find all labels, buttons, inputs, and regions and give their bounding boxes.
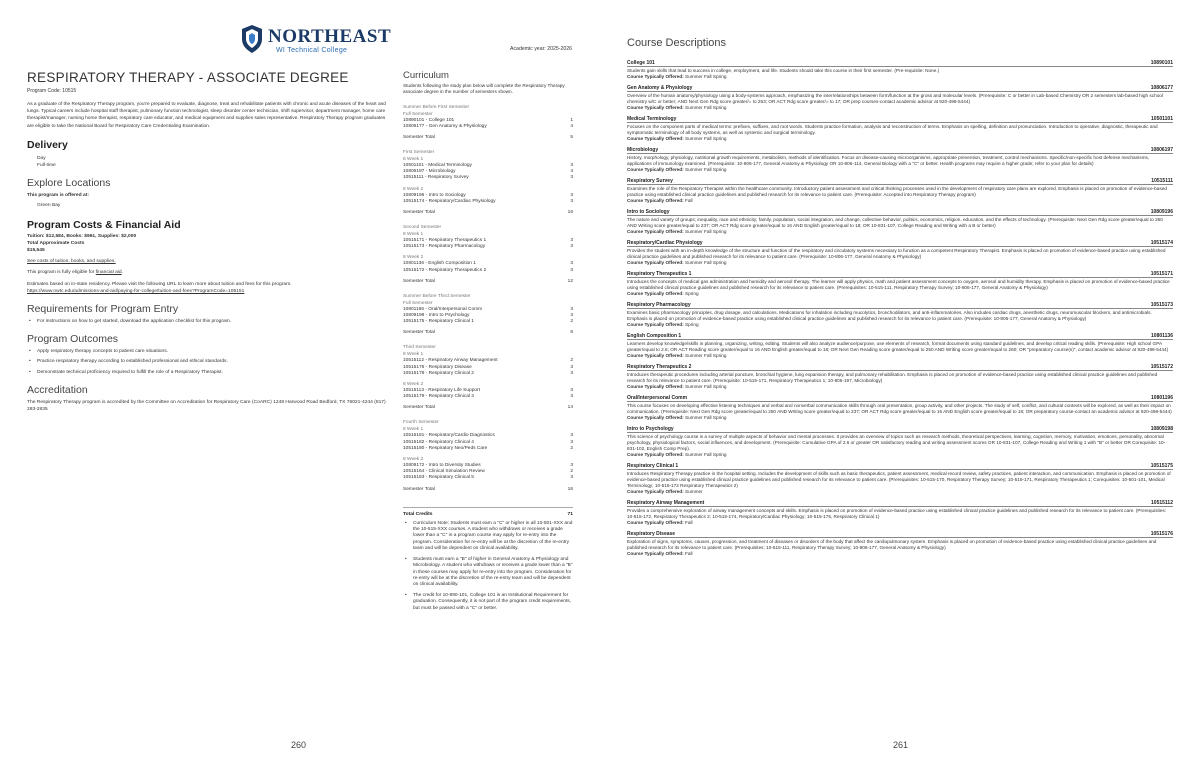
course-code: 10801196 xyxy=(1151,395,1173,402)
financial-aid-line xyxy=(27,269,387,276)
course-credits: 3 xyxy=(570,463,573,469)
requirements-heading: Requirements for Program Entry xyxy=(27,303,179,316)
semester-block xyxy=(403,294,573,337)
course-offered-label: Course Typically Offered: xyxy=(627,383,684,389)
semester-total xyxy=(403,330,573,336)
course-name: 10809196 - Intro to Sociology xyxy=(403,192,466,198)
course-row xyxy=(403,124,573,130)
course-offered-label: Course Typically Offered: xyxy=(627,519,684,525)
semester-total-label: Semester Total xyxy=(403,278,435,284)
semester-part: 8 Week 1 xyxy=(403,352,424,358)
course-offered-label: Course Typically Offered: xyxy=(627,197,684,203)
curriculum-note: • The credit for 10-890-101, College 101 is an Institutional Requirement for graduation. Consequently, it is not part of the program credit requirements, but must be passed with a "C" or better. xyxy=(403,593,573,612)
course-offered-label: Course Typically Offered: xyxy=(627,290,684,296)
outcome-item: • Demonstrate technical proficiency required to fulfill the role of a Respiratory Therapist. xyxy=(27,369,387,376)
course-row xyxy=(403,268,573,274)
total-credits-label: Total Credits xyxy=(403,511,433,517)
course-header xyxy=(627,333,1173,340)
course-offered-terms: Spring xyxy=(685,321,699,327)
course-offered-terms: Summer Fall Spring xyxy=(685,228,727,234)
course-code: 10501101 xyxy=(1151,116,1173,123)
course-offered-terms: Summer Fall Spring xyxy=(685,352,727,358)
semester-part: 8 Week 1 xyxy=(403,232,424,238)
course-offered-terms: Summer Fall Spring xyxy=(685,414,727,420)
semester-total-value: 16 xyxy=(567,486,573,492)
course-offered xyxy=(627,105,1173,111)
course-description: Introduces therapeutic procedures including arterial puncture, bronchial hygiene, lung expansion therapy, and pulmonary rehabilitation. Emphasis is placed on promotion of evidence-based practice using established clinical practice guidelines and published research for its relevance to patient care. (Prerequisite: 10-515-171, Respiratory Therapeutics 1; 10-806-197, Microbiology) xyxy=(627,371,1158,383)
course-code: 10515174 xyxy=(1150,240,1173,247)
course-offered-label: Course Typically Offered: xyxy=(627,135,684,141)
course-offered-terms: Summer Fall Spring xyxy=(685,135,727,141)
course-description: Overview of the human anatomy/physiology using a body-systems approach, emphasizing the interrelationships between form/function at the gross and molecular levels. (Prerequisite: C or better in Lab-based Chemistry OR 2 semesters lab-based high school chemistry w/C or better; AND Next Gen Rdg score greater/= to 263; OR ACT Rdg score greater/= to 17; OR prep courses-contact academic advisor at 920-498-5444) xyxy=(627,92,1163,104)
course-offered xyxy=(627,74,1173,80)
course-credits: 3 xyxy=(570,439,573,445)
semester-total-value: 5 xyxy=(570,135,573,140)
course-name: 10515174 - Respiratory/Cardiac Physiology xyxy=(403,198,496,204)
course-credits: 3 xyxy=(570,175,573,181)
course-credits: 1 xyxy=(570,117,573,123)
course-code: 10515111 xyxy=(1151,178,1173,185)
semester-part: 8 Week 2 xyxy=(403,255,424,261)
page-number: 261 xyxy=(893,740,909,750)
course-name: 10809172 - Intro to Diversity Studies xyxy=(403,463,481,469)
course-credits: 3 xyxy=(570,267,573,273)
course-description: Exploration of signs, symptoms, causes, progression, and treatment of diseases or disorders of the body that affect the cardiopulmonary system. Emphasis is placed on promotion of evidence-based practice using established clinical practice guidelines and published research for its relevance to patient care. (Prerequisites: 10-515-111, Respiratory Therapy Survey; 10-806-177, General Anatomy & Physiology) xyxy=(627,538,1157,550)
course-code: 10806197 xyxy=(1150,147,1173,154)
course-offered xyxy=(627,136,1173,142)
semester-part: 8 Week 1 xyxy=(403,427,424,433)
course-list xyxy=(627,60,1173,562)
course-header xyxy=(627,209,1173,216)
location-green-bay: Green Bay xyxy=(37,203,61,209)
course-name: 10515175 - Respiratory Clinical 1 xyxy=(403,319,474,325)
course-name: 10515178 - Respiratory Clinical 2 xyxy=(403,370,474,376)
costs-total-value: $15,545 xyxy=(27,248,45,254)
course-title: Respiratory/Cardiac Physiology xyxy=(627,240,703,247)
course-header xyxy=(627,500,1173,507)
course-offered xyxy=(627,260,1173,266)
course-description: Students gain skills that lead to success in college, employment, and life. Students should take this course in their first semester. (Pre-requisite: None.) xyxy=(627,67,940,73)
semester-total-label: Semester Total xyxy=(403,486,435,492)
course-code: 10515172 xyxy=(1150,364,1173,371)
semester-part: 8 Week 2 xyxy=(403,186,424,192)
course-offered-terms: Summer xyxy=(685,488,703,494)
course-header xyxy=(627,60,1173,67)
semester-name: Fourth Semester xyxy=(403,420,439,426)
course-entry xyxy=(627,178,1173,204)
course-offered xyxy=(627,489,1173,495)
course-title: Microbiology xyxy=(627,147,659,154)
course-offered-label: Course Typically Offered: xyxy=(627,259,684,265)
semester-part: 8 Week 2 xyxy=(403,457,424,463)
course-offered xyxy=(627,384,1173,390)
academic-year: Academic year: 2025-2026 xyxy=(510,46,572,52)
course-name: 10801196 - Oral/Interpersonal Comm xyxy=(403,306,483,312)
course-offered xyxy=(627,520,1173,526)
semester-block xyxy=(403,345,573,411)
course-offered-terms: Summer Fall Spring xyxy=(685,104,727,110)
semester-total-value: 16 xyxy=(567,210,573,216)
course-title: Intro to Sociology xyxy=(627,209,670,216)
course-description: Introduces Respiratory Therapy practice in the hospital setting. Includes the development of skills such as basic therapeutics, patient assessment, medical record review, safety practices, patient interaction, and communication. Emphasis is placed on promotion of evidence-based practice using established clinical practice guidelines and published research for its relevance to patient care. (Prerequisites: 10-515-170, Respiratory Therapy Survey; 10-515-171, Respiratory Therapeutics 1; Corequisites: 10-501-101, Medical Terminology; 10-515-172 Respiratory Therapeutics 2) xyxy=(627,470,1171,488)
semester-total xyxy=(403,279,573,285)
locations-heading: Explore Locations xyxy=(27,177,111,190)
course-entry xyxy=(627,209,1173,235)
course-description: Provides a comprehensive exploration of airway management concepts and skills. Emphasis is placed on promotion of evidence-based practice using established clinical practice guidelines and published research for its relevance to patient care. (Prerequisites: 10-515-172, Respiratory Therapeutics 2; 10-515-174, Respiratory/Cardiac Physiology; 10-515-175, Respiratory Clinical 1) xyxy=(627,507,1167,519)
logo-name: NORTHEAST xyxy=(268,26,392,47)
course-offered xyxy=(627,322,1173,328)
semester-name: First Semester xyxy=(403,150,435,155)
course-name: 10501101 - Medical Terminology xyxy=(403,163,472,168)
course-offered xyxy=(627,551,1173,557)
course-name: 10515171 - Respiratory Therapeutics 1 xyxy=(403,238,487,244)
course-row xyxy=(403,394,573,400)
course-name: 10515113 - Respiratory Life Support xyxy=(403,388,480,394)
course-offered-label: Course Typically Offered: xyxy=(627,414,684,420)
semester-total-value: 12 xyxy=(567,278,573,284)
course-title: Intro to Psychology xyxy=(627,426,674,433)
semester-name: Third Semester xyxy=(403,345,436,351)
course-credits: 3 xyxy=(570,244,573,250)
program-intro: As a graduate of the Respiratory Therapy program, you're prepared to evaluate, diagnose, treat and rehabilitate patients with chronic and acute diseases of the heart and lungs. Typical careers include hospital staff therapist, pulmonary function technologist, sleep disorder center technician, shift supervisor, department manager, home care therapist/manager, nursing home therapist, respiratory care educator, and medical equipment and supplies sales representative. Respiratory Therapy program graduates are eligible to take the National Board for Respiratory Care Credentialing Examination. xyxy=(27,102,386,129)
course-code: 10809196 xyxy=(1150,209,1173,216)
outcome-item: • Apply respiratory therapy concepts to patient care situations. xyxy=(27,348,387,355)
course-title: English Composition 1 xyxy=(627,333,682,340)
accreditation-text: The Respiratory Therapy program is accredited by the Committee on Accreditation for Respiratory Care (CoARC) 1248 Harwood Road Bedford, TX 76021-4244 (817) 283-2835 xyxy=(27,399,386,413)
course-title: Respiratory Therapeutics 2 xyxy=(627,364,692,371)
course-credits: 3 xyxy=(570,433,573,439)
course-description: Examines basic pharmacology principles, drug dosage, and calculations. Medications for inhalation including mucolytics, bronchodilators, and anti-inflammatories. Also includes cardiac drugs, anesthetic drugs, neuromuscular blockers, and antimicrobials. Emphasis is placed on promotion of evidence-based practice using established clinical practice guidelines and published research for its relevance to patient care. (Prerequisite: 10-806-177, General Anatomy & Physiology) xyxy=(627,309,1152,321)
course-entry xyxy=(627,364,1173,390)
right-page xyxy=(600,0,1200,776)
course-name: 10809198 - Intro to Psychology xyxy=(403,313,470,319)
course-header xyxy=(627,178,1173,185)
accreditation-heading: Accreditation xyxy=(27,383,88,396)
course-offered-label: Course Typically Offered: xyxy=(627,166,684,172)
course-code: 10515173 xyxy=(1150,302,1173,309)
course-entry xyxy=(627,271,1173,297)
course-name: 10515179 - Respiratory Clinical 3 xyxy=(403,394,474,400)
semester-part: 8 Week 1 xyxy=(403,157,424,162)
course-title: College 101 xyxy=(627,60,655,66)
course-offered xyxy=(627,229,1173,235)
course-description: Focuses on the component parts of medical terms: prefixes, suffixes, and root words. Students practice formation, analysis and reconstruction of terms. Emphasis on spelling, definition and pronunciation. Introduction to operative, diagnostic, therapeutic and symptomatic terminology of all body systems, as well as systemic and surgical terminology. xyxy=(627,123,1158,135)
course-row xyxy=(403,446,573,452)
tuition-url-link[interactable]: https://www.nwtc.edu/admissions-and-aid/paying-for-college/tuition-and-fees?ProgramCode=105151 xyxy=(27,288,245,294)
course-description: This science of psychology course is a survey of multiple aspects of behavior and mental processes. It provides an overview of topics such as research methods, theoretical perspectives, learning, cognition, memory, motivation, emotions, personality, abnormal psychology, physiological factors, social influences, and development. (Prerequisite: Cumulative GPA of 2.6 or greater OR satisfactory reading and writing assessment scores OR 10-831-107, College Reading and Writing 1 with "B" or better OR Corequisite: 10-831-102, English Comp Prep). xyxy=(627,433,1166,451)
course-offered-label: Course Typically Offered: xyxy=(627,451,684,457)
course-description: Introduces the concepts of medical gas administration and humidity and aerosol therapy. The learner will apply physics, math and patient assessment concepts to oxygen, aerosol and humidity therapy. Emphasis is placed on promotion of evidence-based practice using established clinical practice guidelines and published research for its relevance to patient care. (Prerequisites: 10-515-111, Respiratory Therapy Survey; 10-806-177, General Anatomy & Physiology) xyxy=(627,278,1170,290)
course-entry xyxy=(627,60,1173,80)
course-header xyxy=(627,395,1173,402)
course-credits: 3 xyxy=(570,388,573,394)
course-offered-label: Course Typically Offered: xyxy=(627,228,684,234)
course-row xyxy=(403,199,573,205)
course-offered-terms: Spring xyxy=(685,290,699,296)
course-entry xyxy=(627,463,1173,494)
course-offered-label: Course Typically Offered: xyxy=(627,550,684,556)
page-number: 260 xyxy=(291,740,307,750)
delivery-heading: Delivery xyxy=(27,138,68,151)
course-header xyxy=(627,147,1173,154)
course-credits: 3 xyxy=(570,198,573,204)
course-offered-terms: Summer Fall Spring xyxy=(685,259,727,265)
semester-total-label: Semester Total xyxy=(403,210,435,216)
course-code: 10515176 xyxy=(1150,531,1173,538)
semester-total xyxy=(403,405,573,411)
course-entry xyxy=(627,531,1173,557)
course-credits: 3 xyxy=(570,475,573,481)
course-offered-terms: Summer Fall Spring xyxy=(685,166,727,172)
course-offered xyxy=(627,167,1173,173)
semester-total-label: Semester Total xyxy=(403,135,435,140)
course-entry xyxy=(627,116,1173,142)
semester-block xyxy=(403,150,573,216)
course-name: 10515183 - Respiratory Clinical 5 xyxy=(403,475,474,481)
course-offered-terms: Summer Fall Spring xyxy=(685,73,727,79)
costs-breakdown: Tuition: $12,584, Books: $961, Supplies: $2,000 xyxy=(27,233,137,239)
course-row xyxy=(403,319,573,325)
course-title: Respiratory Airway Management xyxy=(627,500,705,507)
course-offered-label: Course Typically Offered: xyxy=(627,352,684,358)
course-header xyxy=(627,364,1173,371)
course-credits: 3 xyxy=(570,364,573,370)
delivery-fulltime: Full-time xyxy=(37,163,56,169)
total-credits-value: 71 xyxy=(567,511,573,517)
course-credits: 3 xyxy=(570,163,573,168)
course-title: Respiratory Disease xyxy=(627,531,676,538)
course-code: 10806177 xyxy=(1150,85,1173,92)
semester-block xyxy=(403,420,573,492)
course-description: Learners develop knowledge/skills in planning, organizing, writing, editing. Students will also analyze audience/purpose, use elements of research, format documents using standard guidelines, and develop critical reading skills. (Prerequisite: High school GPA greater/equal to 2.6; OR ACT Reading score greater/equal to 16 AND English greater/equal to 18; OR Next Gen Reading score greater/equal to 250 AND Writing score greater/equal to 260; OR "preparatory course(s)", contact academic advisor at 920-498-5444) xyxy=(627,340,1169,352)
course-description: Provides the student with an in-depth knowledge of the structure and function of the respiratory and circulatory systems necessary to function as a competent Respiratory Therapist. Emphasis is placed on promotion of evidence-based practice using established clinical practice guidelines and published research for its relevance to patient care. (Prerequisite: 10-806-177, General Anatomy & Physiology) xyxy=(627,247,1166,259)
page-title: RESPIRATORY THERAPY - ASSOCIATE DEGREE xyxy=(27,70,349,85)
course-offered-label: Course Typically Offered: xyxy=(627,73,684,79)
course-title: Respiratory Survey xyxy=(627,178,673,185)
course-row xyxy=(403,244,573,250)
locations-label: This program is offered at: xyxy=(27,193,89,199)
course-header xyxy=(627,271,1173,278)
costs-link[interactable]: See costs of tuition, books, and supplies. xyxy=(27,259,116,265)
course-title: Oral/Interpersonal Comm xyxy=(627,395,688,402)
course-row xyxy=(403,175,573,181)
semester-name: Second Semester xyxy=(403,225,442,231)
course-entry xyxy=(627,240,1173,266)
course-title: Respiratory Clinical 1 xyxy=(627,463,679,470)
course-name: 10515181 - Respiratory/Cardio Diagnostics xyxy=(403,433,495,439)
course-code: 10515171 xyxy=(1150,271,1173,278)
course-description: History, morphology, physiology, nutritional growth requirements, metabolism, methods of identification. Focus on disease-causing microorganisms, appropriate prevention, treatment, control mechanisms. Specific/non-specific host defense mechanisms, applications of immunology examined. (Prerequisite: 10-806-177, General Anatomy & Physiology OR 10-806-114, General Biology with a "C" or better. Health programs may require a higher grade; refer to your plan for details) xyxy=(627,154,1150,166)
course-name: 10515112 - Respiratory Airway Management xyxy=(403,358,498,364)
course-header xyxy=(627,302,1173,309)
course-code: 10890101 xyxy=(1150,60,1173,66)
logo-subtitle: WI Technical College xyxy=(276,47,348,54)
course-description: This course focuses on developing effective listening techniques and verbal and nonverbal communication skills through oral presentation, group activity, and other projects. The study of self, conflict, and cultural contexts will be explored, as well as their impact on communication. (Prerequisite: Next Gen Rdg score greater/equal to 250 AND Writing score greater/equal to 237; OR ACT Rdg score greater/equal to 16 AND English score greater/equal to 16; OR preparatory course-contact an academic advisor at 920-498-5444) xyxy=(627,402,1172,414)
semester-total xyxy=(403,487,573,493)
course-name: 10515176 - Respiratory Disease xyxy=(403,364,472,370)
course-credits: 2 xyxy=(570,469,573,475)
course-name: 10515182 - Respiratory Clinical 4 xyxy=(403,439,474,445)
semester-total-label: Semester Total xyxy=(403,405,435,411)
college-logo xyxy=(240,24,440,58)
costs-total-label: Total Approximate Costs xyxy=(27,240,85,246)
semester-part: Full Semester xyxy=(403,300,433,306)
semester-total-value: 8 xyxy=(570,330,573,336)
semester-part: 8 Week 2 xyxy=(403,382,424,388)
semester-total xyxy=(403,210,573,216)
course-header xyxy=(627,116,1173,123)
course-offered xyxy=(627,415,1173,421)
course-credits: 3 xyxy=(570,238,573,244)
course-credits: 3 xyxy=(570,261,573,267)
course-offered-terms: Summer Fall Spring xyxy=(685,451,727,457)
curriculum-column xyxy=(403,70,573,612)
course-credits: 3 xyxy=(570,370,573,376)
financial-aid-suffix: . xyxy=(121,270,123,276)
course-name: 10515111 - Respiratory Survey xyxy=(403,175,469,181)
course-offered-label: Course Typically Offered: xyxy=(627,321,684,327)
course-offered-label: Course Typically Offered: xyxy=(627,488,684,494)
course-offered-terms: Fall xyxy=(685,550,693,556)
course-description: Examines the role of the Respiratory Therapist within the healthcare community. Introductory patient assessment and critical thinking processes used in the development of respiratory care plans are explored. Emphasis is placed on promotion of evidence-based practice using established clinical practice guidelines and published research for its relevance to patient care. (Prerequisite: Accepted into Respiratory Therapy program) xyxy=(627,185,1167,197)
course-entry xyxy=(627,395,1173,421)
course-title: Medical Terminology xyxy=(627,116,677,123)
course-name: 10515180 - Respiratory Neo/Peds Care xyxy=(403,445,488,451)
course-credits: 3 xyxy=(570,394,573,400)
course-credits: 2 xyxy=(570,445,573,451)
course-entry xyxy=(627,500,1173,526)
course-entry xyxy=(627,333,1173,359)
course-description: The nature and variety of groups; inequality, race and ethnicity; family, population, social integration, and change, collective behavior, politics, economics, religion, education, and the effects of technology. (Prerequisite: Next Gen Rdg score greater/equal to 250 AND Writing score greater/equal to 237; OR ACT Rdg score greater/equal to 16 AND English greater/equal to 18; OR 10-831-107, College Reading and Writing with a B or better) xyxy=(627,216,1163,228)
semester-block xyxy=(403,225,573,285)
course-offered xyxy=(627,353,1173,359)
course-credits: 3 xyxy=(570,306,573,312)
total-credits xyxy=(403,507,573,517)
semester-total-label: Semester Total xyxy=(403,330,435,336)
costs-estimates: Estimates based on in-state residency. Please visit the following URL to learn more about tuition and fees for this program. xyxy=(27,281,292,287)
semester-part: Full Semester xyxy=(403,111,433,117)
course-row xyxy=(403,475,573,481)
course-code: 10515112 xyxy=(1151,500,1173,507)
course-entry xyxy=(627,426,1173,457)
course-entry xyxy=(627,85,1173,111)
curriculum-heading: Curriculum xyxy=(403,70,449,81)
course-credits: 2 xyxy=(570,319,573,325)
course-row xyxy=(403,371,573,377)
course-title: Respiratory Therapeutics 1 xyxy=(627,271,692,278)
curriculum-note: • Curriculum Note: Students must earn a "C" or higher in all 10-501-XXX and the 10-515-XXX courses. A student who withdraws or receives a grade lower than a "C" in a program course may apply for re-entry into the program. Consideration for re-entry will be at the discretion of the re-entry team and will be dependent on clinical availability. xyxy=(403,521,573,553)
course-header xyxy=(627,240,1173,247)
requirement-item: • For instructions on how to get started, download the application checklist for this program. xyxy=(27,318,387,325)
course-offered-terms: Fall xyxy=(685,519,693,525)
costs-heading: Program Costs & Financial Aid xyxy=(27,218,181,231)
course-title: Respiratory Pharmacology xyxy=(627,302,691,309)
course-entry xyxy=(627,147,1173,173)
course-code: 10809198 xyxy=(1150,426,1173,433)
program-info-column xyxy=(27,70,387,413)
semester-name: Summer Before Third Semester xyxy=(403,293,471,299)
course-header xyxy=(627,85,1173,92)
course-code: 10515175 xyxy=(1150,463,1173,470)
course-offered-terms: Summer Fall Spring xyxy=(685,383,727,389)
course-credits: 2 xyxy=(570,358,573,364)
program-code: Program Code: 10515 xyxy=(27,88,77,94)
course-name: 10806177 - Gen Anatomy & Physiology xyxy=(403,123,487,129)
course-name: 10515172 - Respiratory Therapeutics 2 xyxy=(403,267,487,273)
semester-block xyxy=(403,105,573,141)
course-name: 10806197 - Microbiology xyxy=(403,169,456,175)
financial-aid-link[interactable]: financial aid xyxy=(95,270,122,276)
course-code: 10801136 xyxy=(1151,333,1173,340)
course-name: 10515164 - Clinical Simulation Review xyxy=(403,469,485,475)
course-credits: 4 xyxy=(570,169,573,175)
course-name: 10801136 - English Composition 1 xyxy=(403,261,476,267)
financial-aid-prefix: This program is fully eligible for xyxy=(27,270,96,276)
course-offered xyxy=(627,291,1173,297)
course-credits: 3 xyxy=(570,192,573,198)
course-offered-terms: Fall xyxy=(685,197,693,203)
curriculum-intro: Students following the study plan below will complete the Respiratory Therapy associate degree in the number of semesters shown. xyxy=(403,83,565,95)
semester-name: Summer Before First Semester xyxy=(403,104,470,110)
outcomes-heading: Program Outcomes xyxy=(27,333,119,346)
semester-total xyxy=(403,135,573,141)
course-entry xyxy=(627,302,1173,328)
course-title: Gen Anatomy & Physiology xyxy=(627,85,693,92)
curriculum-note: • Students must earn a "B" of higher in General Anatomy & Physiology and Microbiology. A student who withdraws or receives a grade lower than a "B" in these courses may apply for re-entry into the program. Consideration for re-entry will be at the discretion of the re-entry team and will be dependent on clinical availability. xyxy=(403,557,573,589)
semester-total-value: 14 xyxy=(567,405,573,411)
course-header xyxy=(627,463,1173,470)
course-name: 10890101 - College 101 xyxy=(403,117,455,123)
course-header xyxy=(627,426,1173,433)
course-name: 10515173 - Respiratory Pharmacology xyxy=(403,244,486,250)
shield-logo-icon xyxy=(240,24,264,54)
course-offered xyxy=(627,198,1173,204)
delivery-day: Day xyxy=(37,155,46,161)
outcome-item: • Practice respiratory therapy according to established professional and ethical standards. xyxy=(27,358,387,365)
course-offered xyxy=(627,452,1173,458)
course-descriptions-heading: Course Descriptions xyxy=(627,37,727,49)
course-credits: 4 xyxy=(570,123,573,129)
course-credits: 3 xyxy=(570,313,573,319)
course-offered-label: Course Typically Offered: xyxy=(627,104,684,110)
course-header xyxy=(627,531,1173,538)
